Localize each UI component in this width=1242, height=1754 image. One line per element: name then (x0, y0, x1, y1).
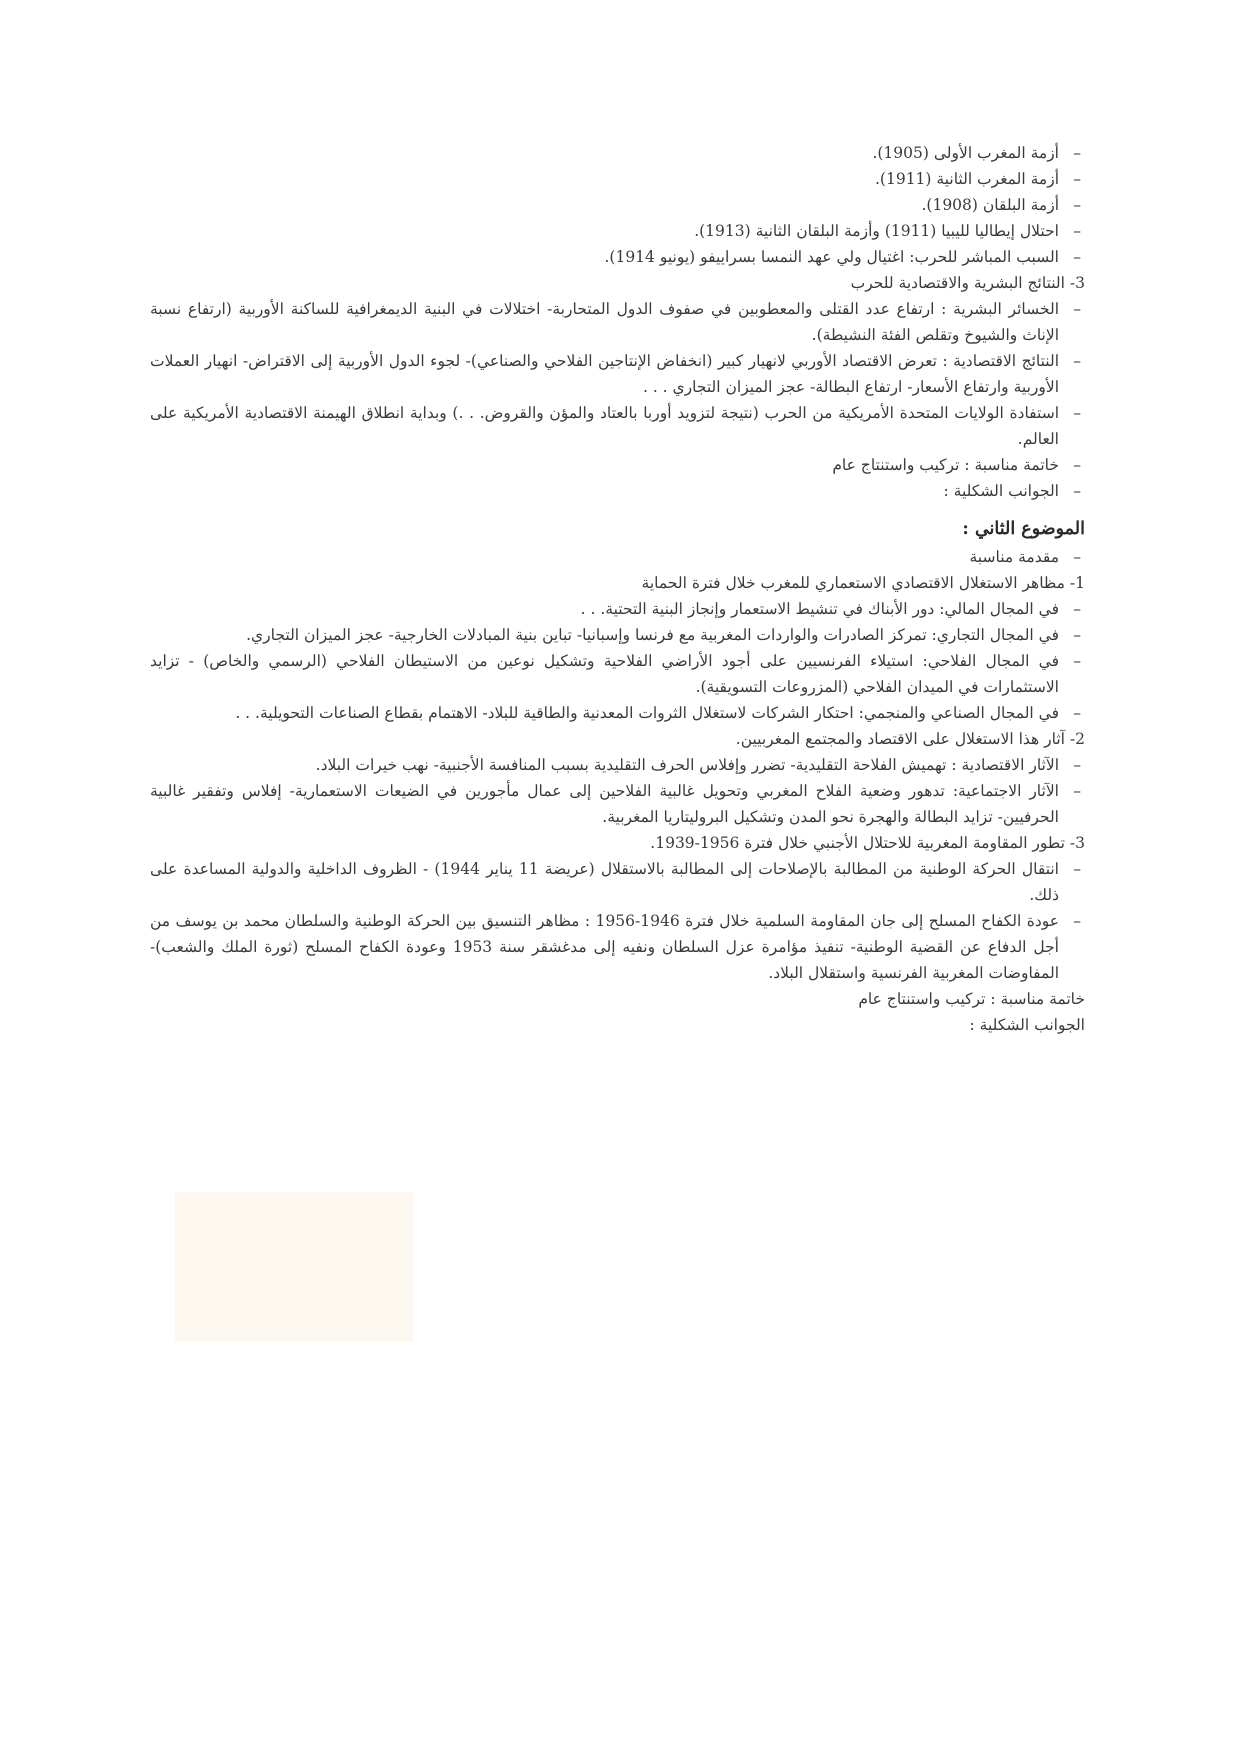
list-item: – انتقال الحركة الوطنية من المطالبة بالإصلاحات إلى المطالبة بالاستقلال (عريضة 11 يناير 1944) - الظروف الداخلية والدولية المساعدة على ذلك. (150, 856, 1085, 908)
list-item: – السبب المباشر للحرب: اغتيال ولي عهد النمسا بسراييفو (يونيو 1914). (150, 244, 1085, 270)
list-item: – في المجال المالي: دور الأبناك في تنشيط الاستعمار وإنجاز البنية التحتية. . . (150, 596, 1085, 622)
formal-aspects-item: – الجوانب الشكلية : (150, 478, 1085, 504)
formal-aspects-line: الجوانب الشكلية : (969, 1016, 1085, 1034)
section-heading: 3- تطور المقاومة المغربية للاحتلال الأجنبي خلال فترة 1956-1939. (650, 834, 1085, 852)
section-title: الموضوع الثاني : (962, 519, 1085, 539)
list-item: – الآثار الاقتصادية : تهميش الفلاحة التقليدية- تضرر وإفلاس الحرف التقليدية بسبب المنافسة الأجنبية- نهب خيرات البلاد. (150, 752, 1085, 778)
list-item: – عودة الكفاح المسلح إلى جان المقاومة السلمية خلال فترة 1946-1956 : مظاهر التنسيق بين الحركة الوطنية والسلطان محمد بن يوسف من أجل الدفاع عن القضية الوطنية- تنفيذ مؤامرة عزل السلطان ونفيه إلى مدغشقر سنة 1953 وعودة الكفاح المسلح (ثورة الملك والشعب)- المفاوضات المغربية الفرنسية واستقلال البلاد. (150, 908, 1085, 986)
list-item: – الآثار الاجتماعية: تدهور وضعية الفلاح المغربي وتحويل غالبية الفلاحين إلى عمال مأجورين في الضيعات الاستعمارية- إفلاس وتفقير غالبية الحرفيين- تزايد البطالة والهجرة نحو المدن وتشكيل البروليتاريا المغربية. (150, 778, 1085, 830)
list-item: – الخسائر البشرية : ارتفاع عدد القتلى والمعطوبين في صفوف الدول المتحاربة- اختلالات في البنية الديمغرافية للساكنة الأوربية (ارتفاع نسبة الإناث والشيوخ وتقلص الفئة النشيطة). (150, 296, 1085, 348)
list-item: – في المجال الفلاحي: استيلاء الفرنسيين على أجود الأراضي الفلاحية وتشكيل نوعين من الاستيطان الفلاحي (الرسمي والخاص) - تزايد الاستثمارات في الميدان الفلاحي (المزروعات التسويقية). (150, 648, 1085, 700)
list-item: – النتائج الاقتصادية : تعرض الاقتصاد الأوربي لانهيار كبير (انخفاض الإنتاجين الفلاحي والصناعي)- لجوء الدول الأوربية إلى الاقتراض- انهيار العملات الأوربية وارتفاع الأسعار- ارتفاع البطالة- عجز الميزان التجاري . . . (150, 348, 1085, 400)
intro-item: – مقدمة مناسبة (150, 544, 1085, 570)
list-item: – أزمة المغرب الثانية (1911). (150, 166, 1085, 192)
conclusion-item: – خاتمة مناسبة : تركيب واستنتاج عام (150, 452, 1085, 478)
section-heading: 3- النتائج البشرية والاقتصادية للحرب (850, 274, 1085, 292)
list-item: – احتلال إيطاليا لليبيا (1911) وأزمة البلقان الثانية (1913). (150, 218, 1085, 244)
list-item: – أزمة البلقان (1908). (150, 192, 1085, 218)
section-heading: 1- مظاهر الاستغلال الاقتصادي الاستعماري للمغرب خلال فترة الحماية (641, 574, 1085, 592)
document-page (150, 140, 1085, 1038)
list-item: – استفادة الولايات المتحدة الأمريكية من الحرب (نتيجة لتزويد أوربا بالعتاد والمؤن والقروض. . .) وبداية انطلاق الهيمنة الاقتصادية الأمريكية على العالم. (150, 400, 1085, 452)
blank-area (175, 1192, 413, 1342)
section-heading: 2- آثار هذا الاستغلال على الاقتصاد والمجتمع المغربيين. (735, 730, 1085, 748)
conclusion-line: خاتمة مناسبة : تركيب واستنتاج عام (858, 990, 1085, 1008)
list-item: – في المجال التجاري: تمركز الصادرات والواردات المغربية مع فرنسا وإسبانيا- تباين بنية المبادلات الخارجية- عجز الميزان التجاري. (150, 622, 1085, 648)
list-item: – في المجال الصناعي والمنجمي: احتكار الشركات لاستغلال الثروات المعدنية والطاقية للبلاد- الاهتمام بقطاع الصناعات التحويلية. . . (150, 700, 1085, 726)
list-item: – أزمة المغرب الأولى (1905). (150, 140, 1085, 166)
